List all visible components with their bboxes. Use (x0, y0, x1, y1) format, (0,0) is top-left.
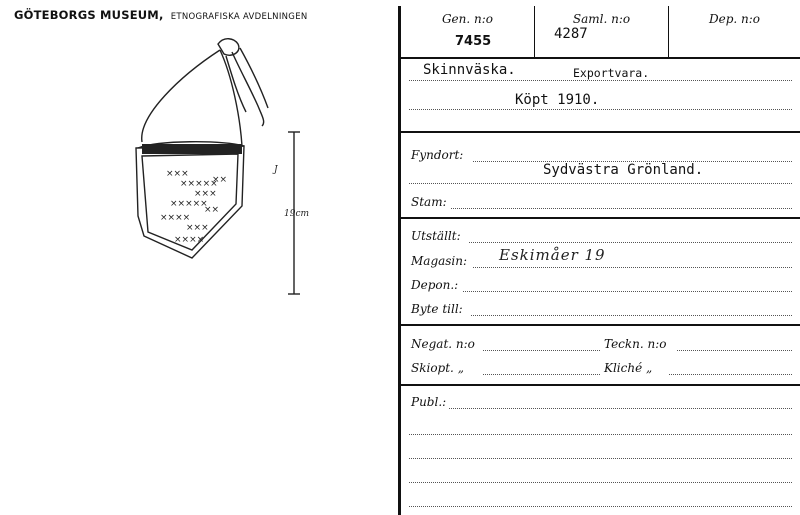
magasin-label: Magasin: (411, 254, 468, 268)
dotted-line (409, 80, 792, 81)
utstallt-label: Utställt: (411, 229, 461, 243)
teckn-label: Teckn. n:o (604, 337, 667, 351)
dotted-line (483, 350, 600, 351)
dotted-line (451, 208, 792, 209)
museum-name: GÖTEBORGS MUSEUM, (14, 8, 164, 22)
svg-text:××××: ×××× (160, 213, 191, 223)
dep-no-label: Dep. n:o (708, 12, 761, 26)
dotted-line (409, 458, 792, 459)
kliche-label: Kliché „ (604, 361, 653, 375)
dep-no-cell (669, 6, 800, 58)
catalog-card (401, 6, 800, 515)
byte-label: Byte till: (411, 302, 463, 316)
tick-label: J (274, 165, 278, 175)
dotted-line (473, 267, 792, 268)
dotted-line (409, 506, 792, 507)
dotted-line (409, 482, 792, 483)
svg-text:×××: ××× (166, 169, 189, 179)
section-rule (401, 384, 800, 386)
svg-text:×××××: ××××× (180, 179, 218, 189)
svg-text:××: ×× (212, 175, 228, 185)
fyndort-label: Fyndort: (411, 148, 464, 162)
dotted-line (469, 242, 792, 243)
museum-header (14, 8, 308, 22)
skiopt-label: Skiopt. „ (411, 361, 464, 375)
negat-label: Negat. n:o (411, 337, 475, 351)
dotted-line (449, 408, 792, 409)
svg-text:×××: ××× (194, 189, 217, 199)
gen-no-value: 7455 (455, 34, 492, 49)
svg-text:×××: ××× (186, 223, 209, 233)
stam-label: Stam: (411, 195, 447, 209)
section-rule (401, 217, 800, 219)
svg-text:×××××: ××××× (170, 199, 208, 209)
header-rule (401, 57, 800, 59)
svg-text:××××: ×××× (174, 235, 205, 245)
publ-label: Publ.: (411, 395, 447, 409)
dotted-line (463, 291, 792, 292)
purchase-note: Köpt 1910. (515, 92, 600, 108)
gen-no-label: Gen. n:o (441, 12, 494, 26)
measure-label: 19cm (284, 209, 310, 219)
object-description: Skinnväska. (423, 62, 516, 78)
section-rule (401, 324, 800, 326)
magasin-value: Eskimåer 19 (499, 246, 606, 264)
dotted-line (483, 374, 600, 375)
saml-no-value: 4287 (554, 26, 588, 42)
saml-no-label: Saml. n:o (572, 12, 631, 26)
section-rule (401, 131, 800, 133)
fyndort-value: Sydvästra Grönland. (543, 162, 704, 178)
dotted-line (471, 315, 792, 316)
depon-label: Depon.: (411, 278, 459, 292)
gen-no-cell (401, 6, 534, 58)
dotted-line (409, 183, 792, 184)
dotted-line (409, 434, 792, 435)
department-name: ETNOGRAFISKA AVDELNINGEN (170, 12, 308, 22)
description-note: Exportvara. (573, 66, 650, 80)
dotted-line (409, 109, 792, 110)
dotted-line (669, 374, 792, 375)
dotted-line (677, 350, 792, 351)
bag-sketch (120, 36, 320, 306)
svg-text:××: ×× (204, 205, 220, 215)
